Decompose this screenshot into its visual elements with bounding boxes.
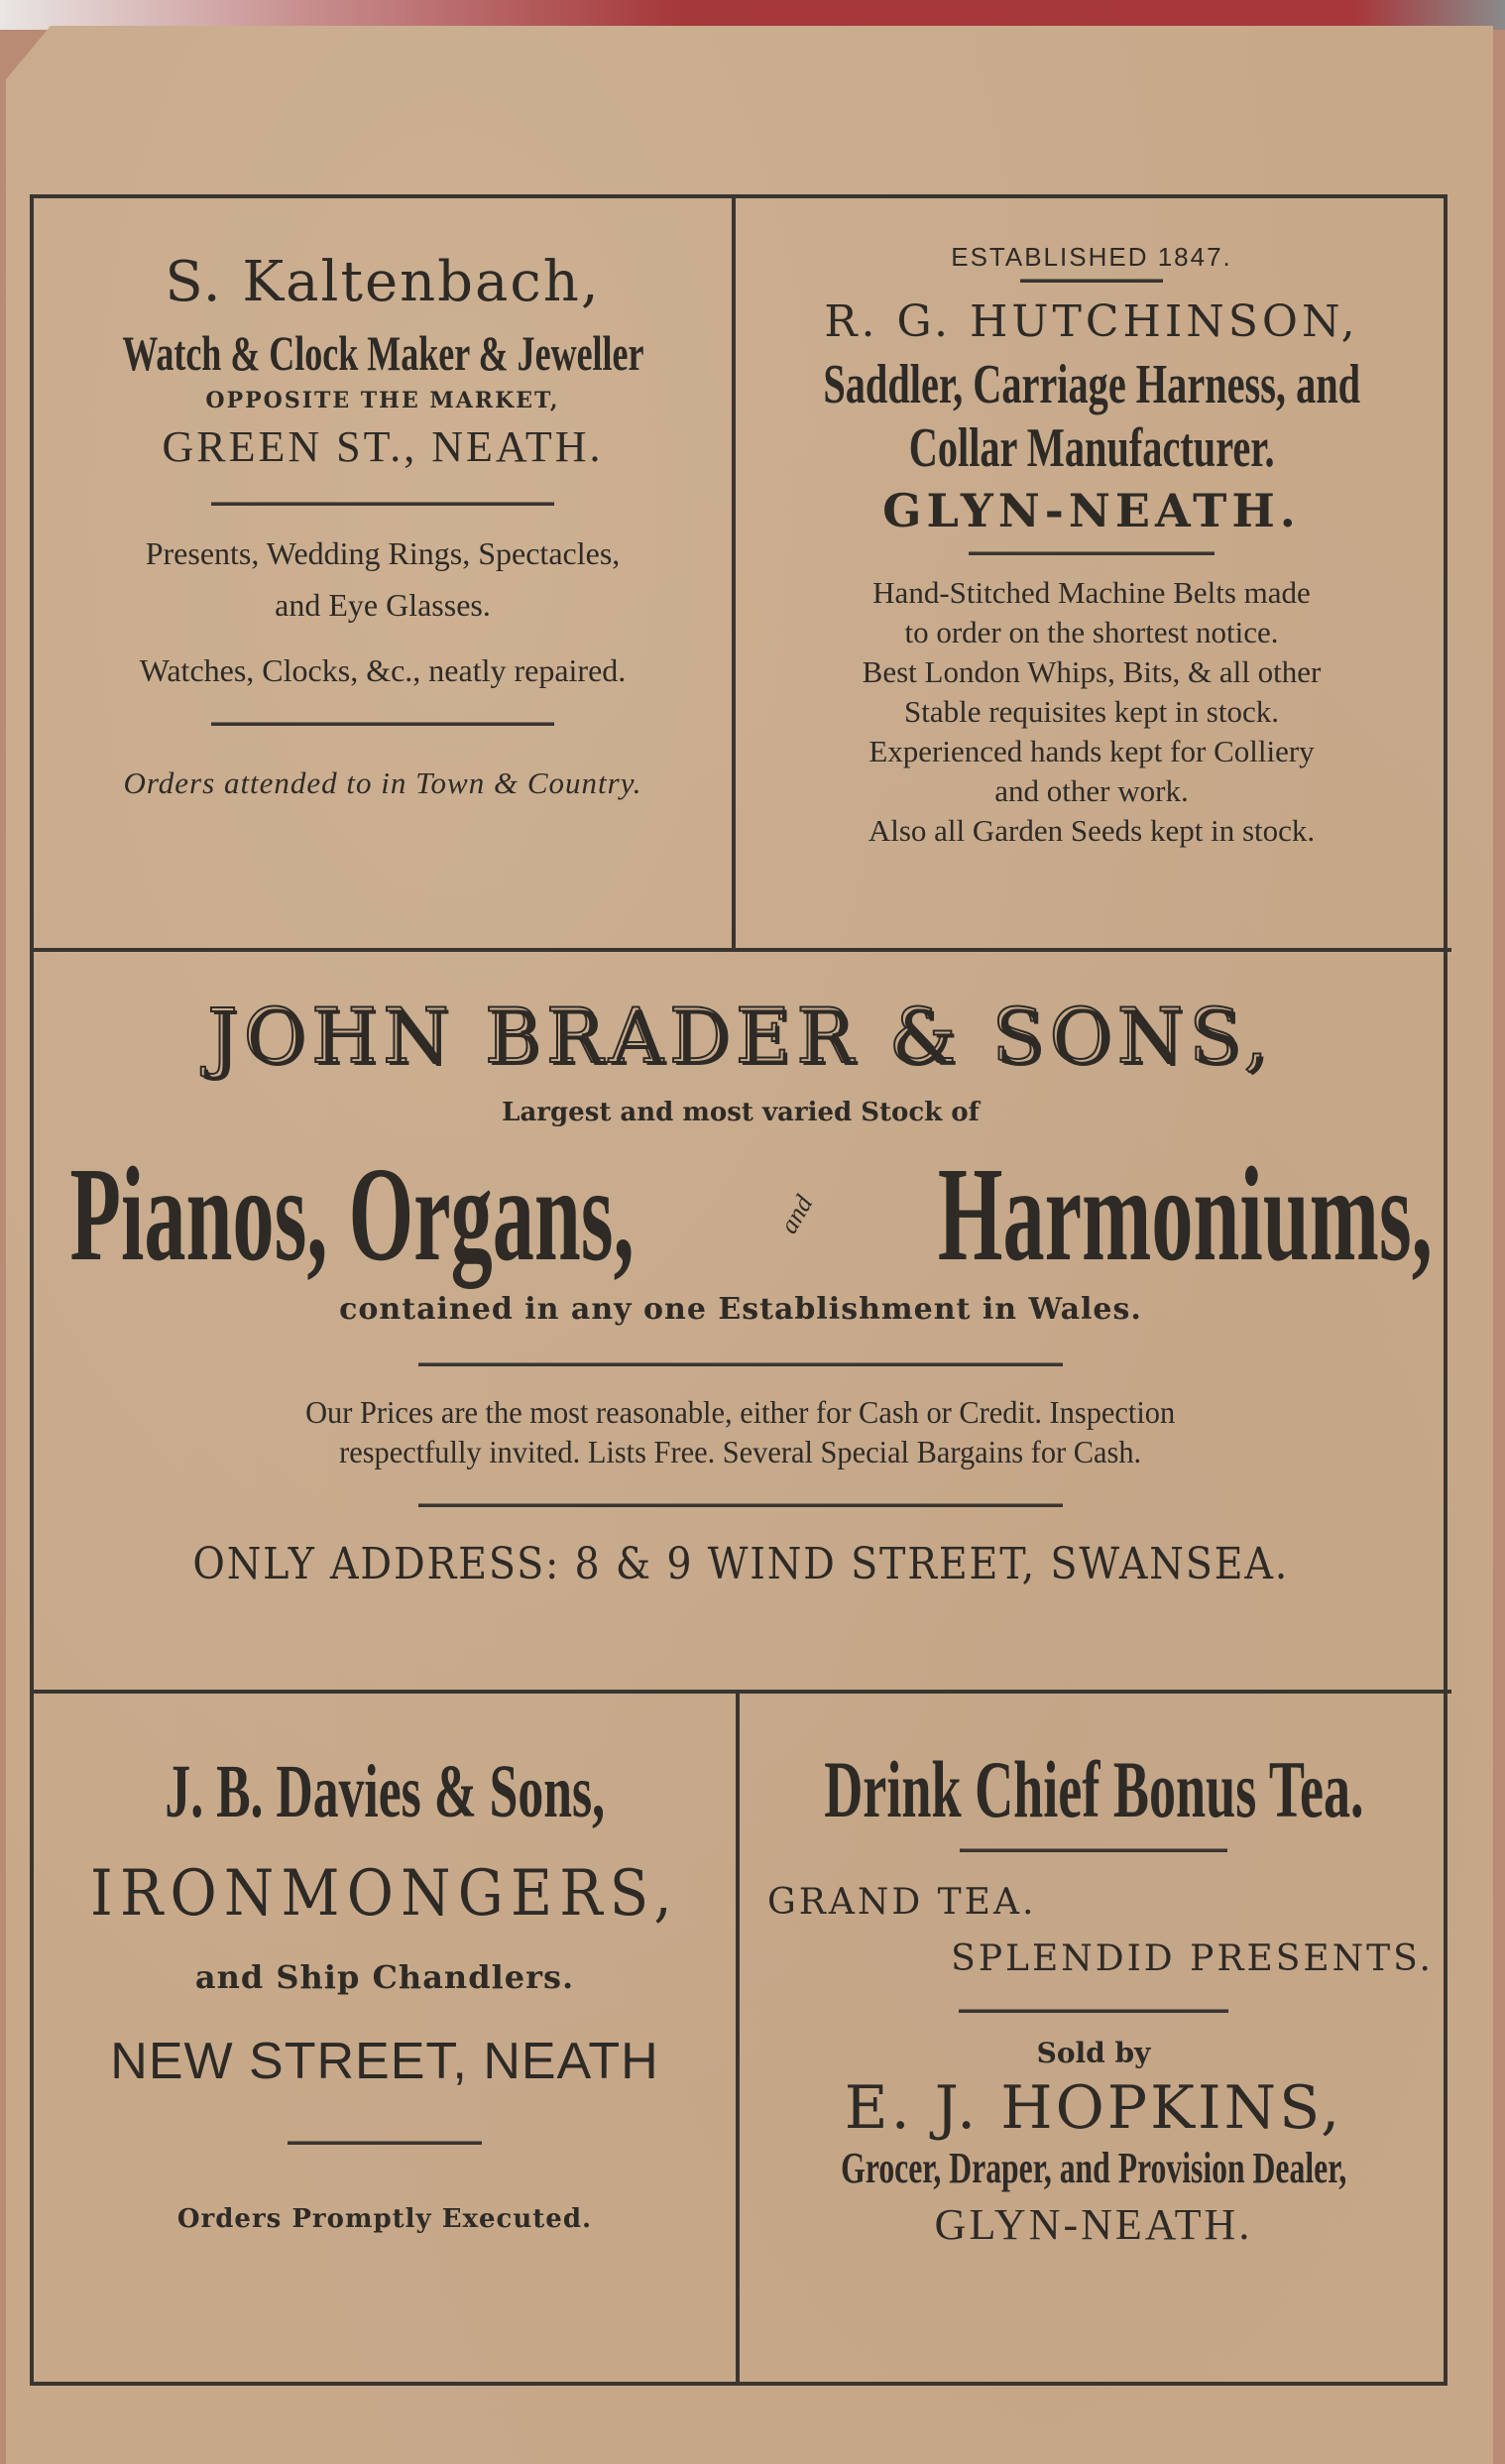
ad-footer: Orders attended to in Town & Country. (123, 765, 642, 800)
ad-tagline: contained in any one Establishment in Wales. (339, 1292, 1142, 1327)
ad-line-2: SPLENDID PRESENTS. (951, 1938, 1434, 1979)
body-line: and other work. (994, 773, 1189, 808)
body-line: Experienced hands kept for Colliery (868, 734, 1315, 768)
ad-brader (34, 952, 1447, 1690)
body-line: Best London Whips, Bits, & all other (862, 654, 1322, 689)
body-line: Also all Garden Seeds kept in stock. (868, 813, 1316, 848)
business-address: ONLY ADDRESS: 8 & 9 WIND STREET, SWANSEA. (192, 1539, 1289, 1589)
headline-and: and (773, 1190, 819, 1238)
business-trade: IRONMONGERS, (90, 1857, 679, 1931)
headline-left: Pianos, Organs, (69, 1140, 635, 1289)
headline-right: Harmoniums, (938, 1140, 1434, 1289)
business-name: J. B. Davies & Sons, (165, 1750, 605, 1833)
body-line: Our Prices are the most reasonable, either for Cash or Credit. Inspection (305, 1394, 1176, 1430)
body-line: Hand-Stitched Machine Belts made (872, 575, 1311, 610)
ad-headline: Drink Chief Bonus Tea. (823, 1744, 1364, 1834)
ornamental-rule (418, 1362, 1063, 1366)
business-trade: Watch & Clock Maker & Jeweller (121, 325, 644, 381)
ornamental-rule (1020, 279, 1163, 283)
ad-davies (34, 1694, 736, 2386)
established-line: ESTABLISHED 1847. (951, 242, 1232, 272)
ad-subtitle: Largest and most varied Stock of (502, 1098, 980, 1127)
ornamental-rule (969, 551, 1215, 555)
ad-chief-bonus-tea (740, 1694, 1447, 2386)
business-trade-line-1: Saddler, Carriage Harness, and (823, 354, 1360, 415)
body-line: Presents, Wedding Rings, Spectacles, (145, 535, 621, 571)
ad-body (140, 528, 627, 696)
seller-place: GLYN-NEATH. (934, 2200, 1253, 2249)
location-line-2: GREEN ST., NEATH. (162, 422, 604, 471)
body-line: respectfully invited. Lists Free. Several Special Bargains for Cash. (339, 1434, 1142, 1469)
ad-kaltenbach (34, 198, 732, 948)
product-headline (0, 1137, 1505, 1292)
ornamental-rule (418, 1503, 1063, 1507)
sold-by-label: Sold by (1036, 2037, 1151, 2069)
business-address: NEW STREET, NEATH (110, 2033, 659, 2090)
binding-strip (0, 0, 1505, 30)
body-line: Stable requisites kept in stock. (904, 694, 1279, 729)
ad-hutchinson (736, 198, 1447, 948)
ornamental-rule (211, 722, 554, 726)
body-line: and Eye Glasses. (275, 587, 491, 623)
business-place: GLYN-NEATH. (882, 484, 1301, 537)
seller-name: E. J. HOPKINS, (844, 2073, 1343, 2143)
business-name: R. G. HUTCHINSON, (824, 296, 1359, 347)
ad-subtitle: and Ship Chandlers. (194, 1958, 575, 1996)
ornamental-rule (211, 502, 554, 506)
body-line: Watches, Clocks, &c., neatly repaired. (139, 652, 627, 688)
ad-footer: Orders Promptly Executed. (176, 2204, 593, 2234)
seller-trade: Grocer, Draper, and Provision Dealer, (840, 2144, 1347, 2192)
ad-body (863, 573, 1322, 851)
ad-body (305, 1392, 1175, 1471)
business-name: S. Kaltenbach, (165, 250, 601, 314)
ornamental-rule (960, 1848, 1227, 1852)
location-line-1: OPPOSITE THE MARKET, (205, 388, 560, 413)
body-line: to order on the shortest notice. (904, 615, 1279, 649)
business-name: JOHN BRADER & SONS, (207, 992, 1274, 1080)
ornamental-rule (288, 2141, 482, 2145)
ad-line-1: GRAND TEA. (767, 1882, 1037, 1923)
ornamental-rule (959, 2009, 1228, 2013)
business-trade-line-2: Collar Manufacturer. (908, 417, 1275, 479)
